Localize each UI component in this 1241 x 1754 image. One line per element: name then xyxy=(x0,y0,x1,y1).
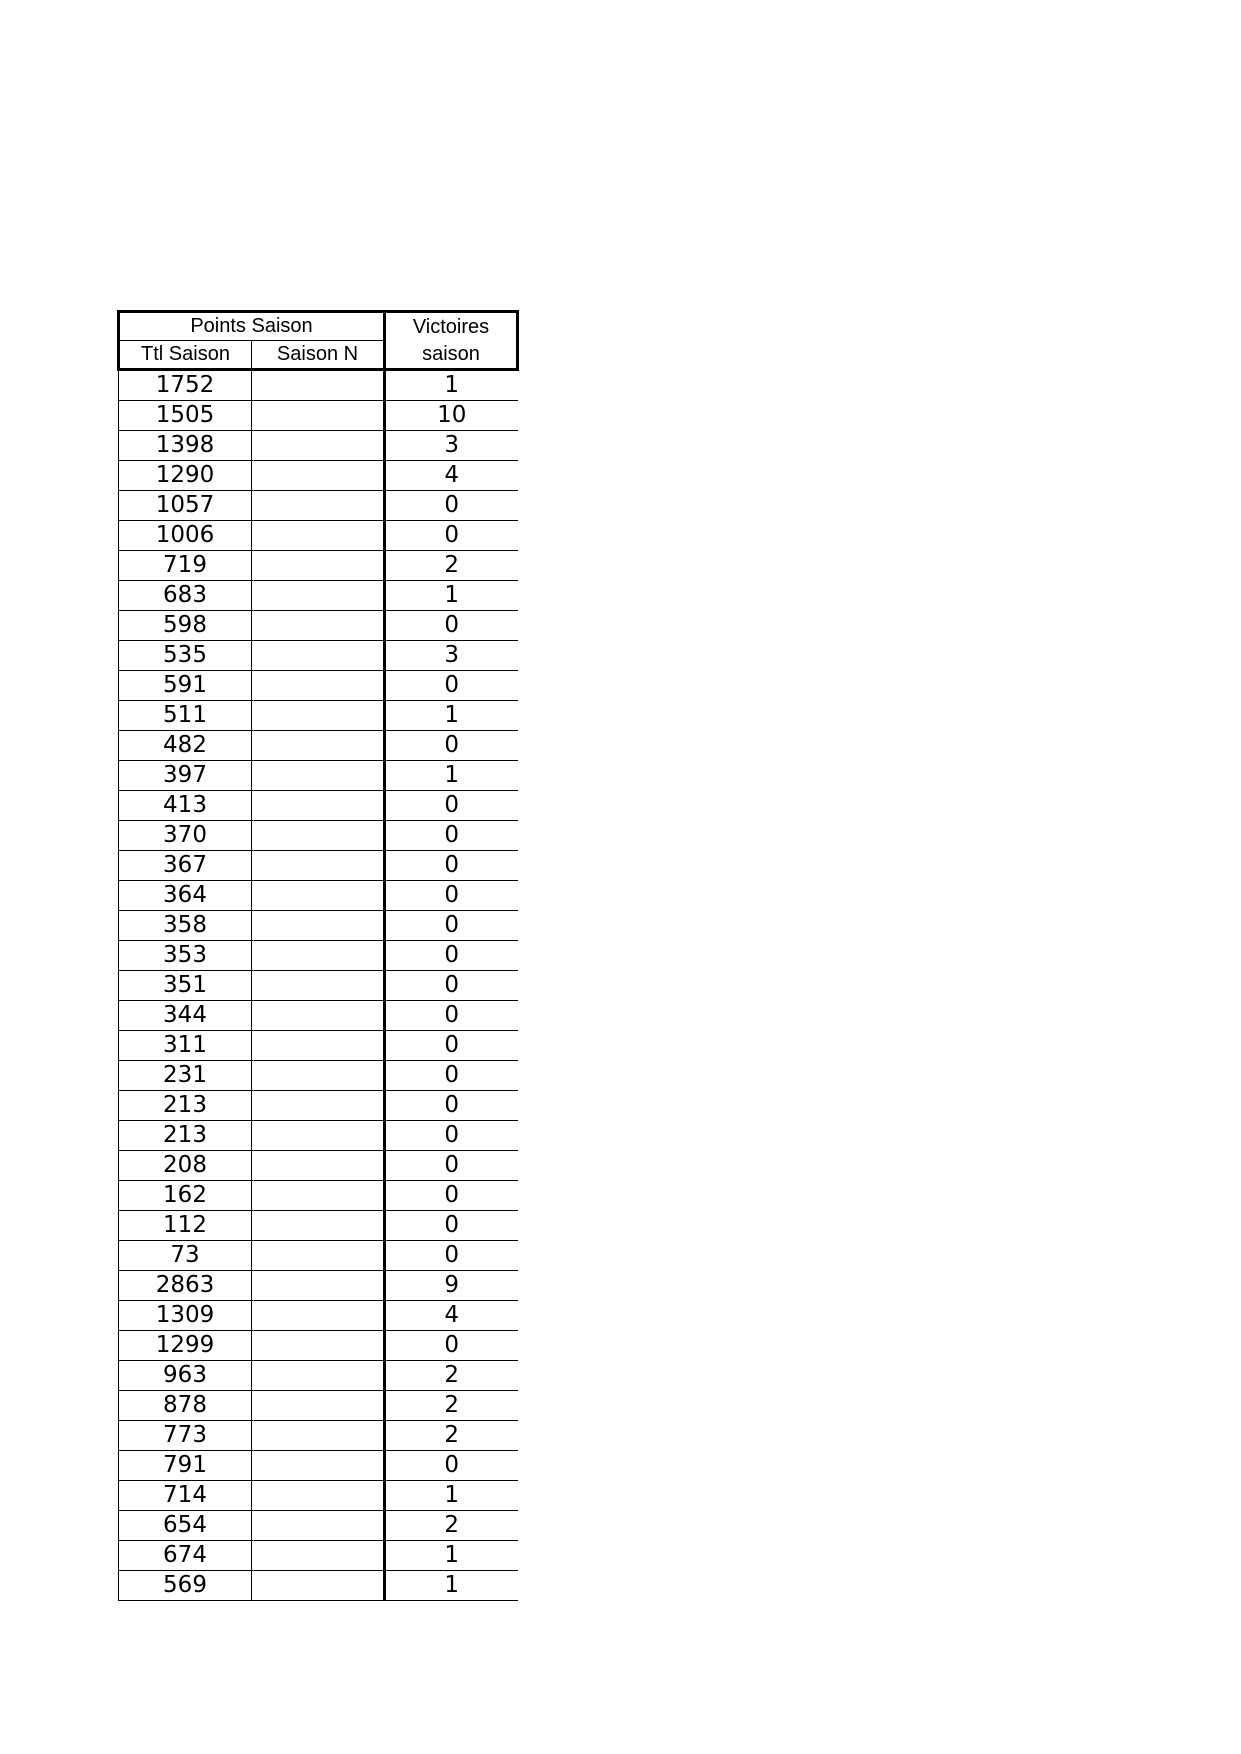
table-row xyxy=(119,641,518,671)
victoires-cell: 3 xyxy=(385,641,518,671)
victoires-cell: 1 xyxy=(385,1571,518,1601)
victoires-cell: 0 xyxy=(385,1001,518,1031)
victoires-cell: 1 xyxy=(385,1541,518,1571)
saison-n-cell xyxy=(252,641,385,671)
victoires-cell: 0 xyxy=(385,1331,518,1361)
table-row xyxy=(119,1121,518,1151)
table-row xyxy=(119,941,518,971)
ttl-saison-cell: 535 xyxy=(119,641,252,671)
table-row xyxy=(119,731,518,761)
table-row xyxy=(119,1031,518,1061)
ttl-saison-cell: 1057 xyxy=(119,491,252,521)
ttl-saison-cell: 773 xyxy=(119,1421,252,1451)
ttl-saison-cell: 1505 xyxy=(119,401,252,431)
saison-n-cell xyxy=(252,1541,385,1571)
table-row xyxy=(119,401,518,431)
table-row xyxy=(119,611,518,641)
ttl-saison-cell: 73 xyxy=(119,1241,252,1271)
victoires-cell: 0 xyxy=(385,911,518,941)
table-row xyxy=(119,1451,518,1481)
ttl-saison-cell: 367 xyxy=(119,851,252,881)
ttl-saison-cell: 1006 xyxy=(119,521,252,551)
ttl-saison-cell: 511 xyxy=(119,701,252,731)
victoires-cell: 0 xyxy=(385,821,518,851)
ttl-saison-cell: 112 xyxy=(119,1211,252,1241)
victoires-cell: 4 xyxy=(385,461,518,491)
victoires-cell: 0 xyxy=(385,1121,518,1151)
victoires-cell: 1 xyxy=(385,581,518,611)
saison-n-cell xyxy=(252,701,385,731)
ttl-saison-cell: 358 xyxy=(119,911,252,941)
saison-n-cell xyxy=(252,491,385,521)
victoires-cell: 3 xyxy=(385,431,518,461)
table-row xyxy=(119,491,518,521)
saison-n-cell xyxy=(252,821,385,851)
points-saison-header: Points Saison xyxy=(119,312,385,341)
ttl-saison-cell: 1752 xyxy=(119,370,252,401)
ttl-saison-cell: 719 xyxy=(119,551,252,581)
table-row xyxy=(119,1091,518,1121)
victoires-cell: 0 xyxy=(385,851,518,881)
saison-n-cell xyxy=(252,851,385,881)
ttl-saison-cell: 344 xyxy=(119,1001,252,1031)
victoires-cell: 0 xyxy=(385,731,518,761)
saison-n-cell xyxy=(252,1271,385,1301)
saison-n-cell xyxy=(252,551,385,581)
ttl-saison-cell: 598 xyxy=(119,611,252,641)
ttl-saison-cell: 1309 xyxy=(119,1301,252,1331)
table-row xyxy=(119,911,518,941)
saison-n-cell xyxy=(252,1031,385,1061)
victoires-cell: 2 xyxy=(385,1361,518,1391)
saison-n-cell xyxy=(252,911,385,941)
victoires-cell: 1 xyxy=(385,761,518,791)
ttl-saison-cell: 1398 xyxy=(119,431,252,461)
ttl-saison-cell: 482 xyxy=(119,731,252,761)
saison-n-cell xyxy=(252,671,385,701)
table-row xyxy=(119,971,518,1001)
saison-n-cell xyxy=(252,791,385,821)
saison-n-header: Saison N xyxy=(252,341,385,370)
saison-n-cell xyxy=(252,1061,385,1091)
saison-n-cell xyxy=(252,370,385,401)
victoires-cell: 0 xyxy=(385,1241,518,1271)
saison-n-cell xyxy=(252,971,385,1001)
table-row xyxy=(119,521,518,551)
victoires-saison-header xyxy=(385,312,518,370)
table-row xyxy=(119,1241,518,1271)
saison-n-cell xyxy=(252,1301,385,1331)
saison-n-cell xyxy=(252,1121,385,1151)
saison-n-cell xyxy=(252,1151,385,1181)
table-row xyxy=(119,671,518,701)
victoires-cell: 0 xyxy=(385,671,518,701)
saison-n-cell xyxy=(252,611,385,641)
victoires-header-line2: saison xyxy=(422,342,480,365)
victoires-cell: 0 xyxy=(385,1451,518,1481)
ttl-saison-cell: 591 xyxy=(119,671,252,701)
saison-n-cell xyxy=(252,1391,385,1421)
victoires-header-line1: Victoires xyxy=(412,315,490,338)
table-row xyxy=(119,1541,518,1571)
victoires-cell: 1 xyxy=(385,370,518,401)
table-row xyxy=(119,1271,518,1301)
table-row xyxy=(119,701,518,731)
ttl-saison-cell: 878 xyxy=(119,1391,252,1421)
victoires-cell: 1 xyxy=(385,1481,518,1511)
table-row xyxy=(119,1211,518,1241)
ttl-saison-cell: 397 xyxy=(119,761,252,791)
saison-n-cell xyxy=(252,1241,385,1271)
victoires-cell: 0 xyxy=(385,1061,518,1091)
victoires-cell: 9 xyxy=(385,1271,518,1301)
saison-n-cell xyxy=(252,731,385,761)
season-points-table xyxy=(117,310,519,1601)
saison-n-cell xyxy=(252,1451,385,1481)
victoires-cell: 0 xyxy=(385,881,518,911)
ttl-saison-cell: 791 xyxy=(119,1451,252,1481)
saison-n-cell xyxy=(252,521,385,551)
ttl-saison-cell: 370 xyxy=(119,821,252,851)
ttl-saison-cell: 683 xyxy=(119,581,252,611)
ttl-saison-cell: 231 xyxy=(119,1061,252,1091)
victoires-cell: 0 xyxy=(385,521,518,551)
table-row xyxy=(119,851,518,881)
table-header xyxy=(119,312,518,370)
ttl-saison-cell: 714 xyxy=(119,1481,252,1511)
saison-n-cell xyxy=(252,1511,385,1541)
table-row xyxy=(119,461,518,491)
ttl-saison-cell: 213 xyxy=(119,1121,252,1151)
saison-n-cell xyxy=(252,1091,385,1121)
table-row xyxy=(119,881,518,911)
victoires-cell: 0 xyxy=(385,791,518,821)
ttl-saison-cell: 569 xyxy=(119,1571,252,1601)
table-row xyxy=(119,370,518,401)
victoires-cell: 2 xyxy=(385,1421,518,1451)
ttl-saison-cell: 353 xyxy=(119,941,252,971)
saison-n-cell xyxy=(252,881,385,911)
saison-n-cell xyxy=(252,1211,385,1241)
saison-n-cell xyxy=(252,1571,385,1601)
victoires-cell: 0 xyxy=(385,611,518,641)
saison-n-cell xyxy=(252,461,385,491)
table-body xyxy=(119,370,518,1601)
ttl-saison-cell: 1299 xyxy=(119,1331,252,1361)
saison-n-cell xyxy=(252,761,385,791)
victoires-cell: 2 xyxy=(385,1391,518,1421)
table-row xyxy=(119,431,518,461)
saison-n-cell xyxy=(252,1481,385,1511)
ttl-saison-cell: 213 xyxy=(119,1091,252,1121)
victoires-cell: 0 xyxy=(385,1181,518,1211)
table-row xyxy=(119,1151,518,1181)
table-row xyxy=(119,1361,518,1391)
table-row xyxy=(119,551,518,581)
table-row xyxy=(119,1331,518,1361)
ttl-saison-cell: 654 xyxy=(119,1511,252,1541)
ttl-saison-header: Ttl Saison xyxy=(119,341,252,370)
table-row xyxy=(119,821,518,851)
table-row xyxy=(119,1181,518,1211)
victoires-cell: 4 xyxy=(385,1301,518,1331)
table-row xyxy=(119,1001,518,1031)
ttl-saison-cell: 674 xyxy=(119,1541,252,1571)
table-row xyxy=(119,1481,518,1511)
victoires-cell: 2 xyxy=(385,1511,518,1541)
ttl-saison-cell: 1290 xyxy=(119,461,252,491)
saison-n-cell xyxy=(252,941,385,971)
victoires-cell: 0 xyxy=(385,1151,518,1181)
ttl-saison-cell: 364 xyxy=(119,881,252,911)
ttl-saison-cell: 2863 xyxy=(119,1271,252,1301)
table-row xyxy=(119,1511,518,1541)
table-row xyxy=(119,1391,518,1421)
saison-n-cell xyxy=(252,1421,385,1451)
table-row xyxy=(119,581,518,611)
table-row xyxy=(119,1301,518,1331)
ttl-saison-cell: 311 xyxy=(119,1031,252,1061)
ttl-saison-cell: 963 xyxy=(119,1361,252,1391)
table-row xyxy=(119,1571,518,1601)
table-row xyxy=(119,1421,518,1451)
saison-n-cell xyxy=(252,401,385,431)
victoires-cell: 2 xyxy=(385,551,518,581)
ttl-saison-cell: 208 xyxy=(119,1151,252,1181)
table-row xyxy=(119,1061,518,1091)
saison-n-cell xyxy=(252,431,385,461)
saison-n-cell xyxy=(252,1001,385,1031)
victoires-cell: 0 xyxy=(385,491,518,521)
victoires-cell: 0 xyxy=(385,971,518,1001)
saison-n-cell xyxy=(252,581,385,611)
victoires-cell: 1 xyxy=(385,701,518,731)
victoires-cell: 0 xyxy=(385,1211,518,1241)
table-row xyxy=(119,761,518,791)
victoires-cell: 10 xyxy=(385,401,518,431)
ttl-saison-cell: 162 xyxy=(119,1181,252,1211)
victoires-cell: 0 xyxy=(385,1031,518,1061)
saison-n-cell xyxy=(252,1181,385,1211)
victoires-cell: 0 xyxy=(385,941,518,971)
ttl-saison-cell: 413 xyxy=(119,791,252,821)
victoires-cell: 0 xyxy=(385,1091,518,1121)
ttl-saison-cell: 351 xyxy=(119,971,252,1001)
saison-n-cell xyxy=(252,1361,385,1391)
table-row xyxy=(119,791,518,821)
saison-n-cell xyxy=(252,1331,385,1361)
